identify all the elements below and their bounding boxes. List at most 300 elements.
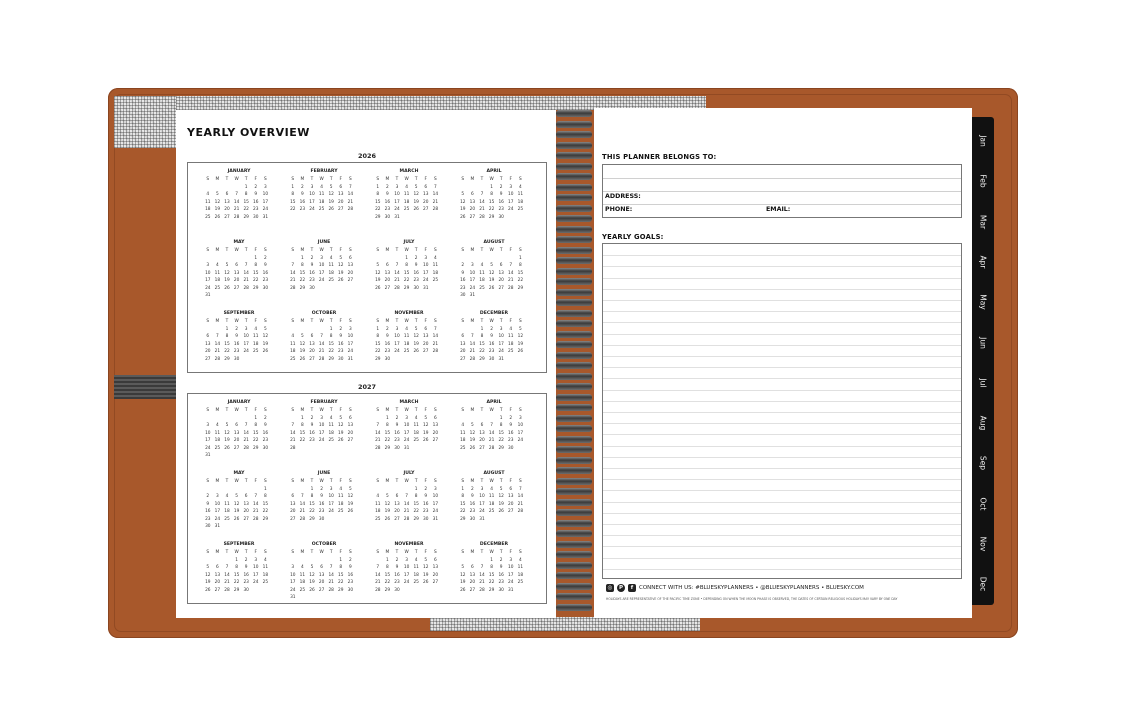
tab-dec[interactable] [972, 564, 994, 604]
month-grid [458, 319, 530, 364]
weekday-header: M [470, 479, 475, 484]
day-cell: 17 [432, 501, 439, 507]
tab-label: Sep [978, 456, 988, 471]
day-cell: 3 [509, 557, 513, 563]
day-cell [383, 487, 393, 495]
day-cell: 5 [348, 486, 352, 492]
month-name: SEPTEMBER [223, 311, 255, 316]
day-cell: 7 [244, 263, 248, 268]
day-cell: 16 [243, 572, 249, 578]
day-cell: 28 [375, 445, 381, 451]
day-cell [317, 558, 327, 566]
day-cell: 1 [329, 326, 333, 332]
tab-may[interactable] [972, 282, 994, 322]
weekday-header: S [263, 177, 267, 182]
day-cell: 21 [253, 509, 259, 514]
weekday-header: S [206, 479, 210, 484]
day-cell: 12 [262, 334, 269, 339]
day-cell: 24 [328, 509, 334, 514]
weekday-header: T [329, 319, 333, 324]
day-cell: 25 [328, 278, 334, 283]
day-cell: 31 [403, 445, 410, 451]
day-cell [477, 558, 487, 566]
weekday-header: F [509, 408, 512, 413]
day-cell: 19 [375, 278, 381, 283]
weekday-header: S [376, 248, 380, 253]
weekday-header: S [348, 177, 352, 182]
day-cell: 29 [488, 214, 495, 220]
day-cell: 15 [413, 501, 419, 507]
day-cell: 26 [224, 445, 230, 451]
month-name: DECEMBER [479, 542, 509, 547]
day-cell [468, 256, 478, 264]
spiral-coil [556, 341, 592, 348]
day-cell: 4 [461, 423, 465, 428]
spiral-coil [556, 394, 592, 401]
weekday-header: S [291, 550, 295, 555]
spiral-coil [556, 593, 592, 600]
weekday-header: F [509, 248, 512, 253]
day-cell: 6 [509, 486, 513, 492]
day-cell: 30 [508, 445, 514, 451]
month-grid [203, 319, 275, 364]
day-cell: 27 [309, 356, 315, 362]
weekday-header: T [395, 479, 399, 484]
weekday-header: T [414, 248, 418, 253]
tab-label: Feb [978, 174, 988, 188]
tab-aug[interactable] [972, 403, 994, 443]
day-cell: 30 [394, 587, 400, 593]
day-cell: 11 [214, 430, 221, 436]
day-cell: 22 [498, 438, 504, 443]
day-cell: 16 [309, 430, 315, 436]
month-grid [288, 248, 360, 293]
day-cell: 7 [490, 423, 493, 428]
day-cell: 12 [498, 494, 504, 499]
day-cell: 23 [498, 207, 504, 212]
month-calendar [203, 169, 275, 222]
month-calendar [203, 400, 275, 461]
page-title: YEARLY OVERVIEW [187, 126, 310, 139]
tab-label: Jun [978, 336, 988, 349]
day-cell: 8 [301, 423, 304, 428]
month-name: OCTOBER [311, 311, 337, 316]
day-cell [288, 487, 298, 495]
day-cell: 25 [517, 207, 524, 212]
day-cell: 23 [347, 580, 354, 585]
day-cell: 14 [469, 341, 476, 347]
day-cell: 29 [403, 285, 410, 291]
day-cell: 12 [347, 494, 354, 499]
day-cell: 21 [469, 349, 476, 354]
day-cell: 17 [498, 341, 504, 347]
tweed-liner-bottom [430, 617, 700, 631]
day-cell: 4 [301, 565, 304, 570]
weekday-header: S [206, 550, 210, 555]
day-cell: 24 [403, 438, 410, 443]
spiral-coil [556, 446, 592, 453]
day-cell: 26 [347, 509, 354, 514]
day-cell: 26 [413, 207, 419, 212]
day-cell: 18 [318, 199, 325, 205]
day-cell: 25 [205, 214, 211, 220]
day-cell: 8 [291, 192, 295, 197]
day-cell [392, 487, 402, 495]
goal-line [603, 468, 961, 469]
month-calendar [288, 169, 360, 215]
day-cell: 29 [384, 587, 391, 593]
day-cell [222, 558, 232, 566]
day-cell: 9 [235, 334, 238, 339]
day-cell [203, 185, 213, 193]
day-cell: 14 [375, 572, 381, 578]
goal-line [603, 490, 961, 491]
day-cell [288, 327, 298, 335]
weekday-header: T [225, 408, 229, 413]
day-cell: 3 [244, 326, 248, 332]
day-cell: 24 [290, 587, 296, 593]
day-cell: 1 [518, 255, 522, 261]
day-cell: 9 [206, 501, 210, 507]
tab-nov[interactable] [972, 524, 994, 564]
day-cell: 3 [433, 486, 437, 492]
month-calendar [288, 542, 360, 603]
spiral-coil [556, 572, 592, 579]
day-cell: 11 [403, 192, 410, 197]
weekday-header: S [461, 408, 465, 413]
weekday-header: M [300, 408, 305, 413]
weekday-header: S [348, 479, 352, 484]
day-cell: 23 [423, 509, 429, 514]
day-cell: 16 [384, 199, 391, 205]
day-cell: 18 [460, 438, 466, 443]
day-cell: 30 [309, 285, 315, 291]
day-cell [251, 487, 261, 495]
day-cell: 22 [413, 509, 419, 514]
day-cell: 5 [235, 494, 238, 499]
day-cell: 19 [233, 509, 240, 514]
day-cell: 10 [253, 565, 259, 570]
day-cell: 12 [517, 334, 524, 339]
spiral-coil [556, 530, 592, 537]
month-name: JULY [403, 240, 415, 245]
weekday-header: W [404, 177, 409, 182]
weekday-header: T [499, 319, 503, 324]
month-grid [288, 177, 360, 215]
day-cell: 17 [394, 199, 400, 205]
day-cell: 21 [290, 278, 296, 283]
month-name: NOVEMBER [394, 311, 424, 316]
day-cell: 29 [375, 214, 381, 220]
day-cell: 23 [233, 349, 240, 354]
day-cell: 30 [205, 524, 211, 529]
day-cell: 3 [480, 486, 484, 492]
day-cell: 16 [347, 572, 354, 578]
weekday-header: W [234, 319, 239, 324]
day-cell: 25 [508, 349, 514, 354]
day-cell: 15 [243, 199, 249, 205]
goal-line [603, 423, 961, 424]
day-cell: 7 [329, 565, 333, 570]
day-cell: 14 [479, 199, 485, 205]
day-cell: 12 [214, 199, 221, 205]
tab-apr[interactable] [972, 242, 994, 282]
day-cell: 6 [348, 415, 352, 421]
day-cell: 1 [254, 255, 258, 261]
spiral-coil [556, 383, 592, 390]
owner-line [603, 204, 961, 205]
day-cell: 12 [338, 423, 344, 428]
day-cell: 18 [214, 278, 221, 283]
weekday-header: W [319, 248, 324, 253]
day-cell: 20 [243, 509, 249, 514]
weekday-header: T [225, 479, 229, 484]
day-cell: 26 [328, 207, 334, 212]
day-cell: 6 [235, 263, 238, 268]
day-cell: 24 [243, 349, 249, 354]
day-cell: 26 [384, 516, 391, 522]
day-cell: 1 [235, 557, 238, 563]
day-cell: 10 [318, 423, 325, 428]
weekday-header: T [480, 177, 484, 182]
goal-line [603, 311, 961, 312]
day-cell: 19 [205, 580, 211, 585]
day-cell: 27 [224, 214, 230, 220]
day-cell: 1 [254, 415, 258, 421]
weekday-header: M [300, 550, 305, 555]
day-cell: 17 [469, 278, 476, 283]
day-cell: 14 [299, 501, 306, 507]
day-cell [232, 487, 242, 495]
day-cell: 20 [233, 438, 240, 443]
day-cell: 14 [253, 501, 259, 507]
day-cell: 16 [469, 501, 476, 507]
day-cell: 24 [205, 445, 211, 451]
weekday-header: S [291, 177, 295, 182]
spiral-coil [556, 173, 592, 180]
day-cell: 26 [423, 580, 429, 585]
day-cell: 15 [262, 501, 269, 507]
day-cell: 26 [469, 445, 476, 451]
day-cell: 25 [460, 445, 466, 451]
day-cell: 12 [384, 501, 391, 507]
tab-feb[interactable] [972, 161, 994, 201]
day-cell: 11 [224, 501, 230, 507]
day-cell: 10 [214, 501, 221, 507]
day-cell: 16 [508, 430, 514, 436]
day-cell: 4 [405, 184, 408, 190]
day-cell: 25 [214, 445, 221, 451]
spiral-coil [556, 415, 592, 422]
month-grid [458, 408, 530, 453]
day-cell: 21 [318, 349, 325, 354]
tab-jan[interactable] [972, 121, 994, 161]
day-cell: 8 [254, 423, 258, 428]
day-cell: 1 [291, 184, 295, 190]
weekday-header: F [254, 408, 257, 413]
weekday-header: T [244, 248, 248, 253]
tab-sep[interactable] [972, 443, 994, 483]
day-cell: 12 [423, 565, 429, 570]
month-grid [203, 550, 275, 595]
weekday-header: S [206, 177, 210, 182]
day-cell: 16 [394, 430, 400, 436]
day-cell: 23 [498, 580, 504, 585]
day-cell: 27 [423, 207, 429, 212]
owner-line [603, 178, 961, 179]
day-cell: 8 [301, 263, 304, 268]
day-cell: 19 [214, 207, 221, 212]
day-cell: 17 [318, 430, 325, 436]
day-cell: 14 [328, 572, 334, 578]
day-cell: 26 [338, 438, 344, 443]
day-cell: 3 [320, 255, 323, 261]
day-cell: 1 [461, 486, 465, 492]
day-cell: 30 [253, 214, 259, 220]
day-cell: 21 [214, 349, 221, 354]
spiral-coil [556, 299, 592, 306]
tab-jun[interactable] [972, 323, 994, 363]
day-cell: 16 [413, 270, 419, 276]
day-cell: 10 [508, 192, 514, 197]
day-cell: 3 [348, 326, 352, 332]
day-cell: 20 [423, 341, 429, 347]
day-cell: 20 [498, 278, 504, 283]
goal-line [603, 345, 961, 346]
goal-line [603, 457, 961, 458]
day-cell: 17 [403, 572, 410, 578]
day-cell: 9 [263, 263, 267, 268]
day-cell: 30 [233, 356, 240, 362]
weekday-header: T [395, 408, 399, 413]
spiral-coil [556, 425, 592, 432]
day-cell: 20 [224, 207, 230, 212]
day-cell: 28 [403, 516, 410, 522]
day-cell: 6 [291, 494, 295, 499]
day-cell: 21 [508, 278, 514, 283]
weekday-header: T [499, 177, 503, 182]
weekday-header: W [489, 408, 494, 413]
day-cell: 13 [347, 263, 354, 268]
day-cell: 20 [432, 430, 439, 436]
month-calendar [373, 400, 445, 453]
month-name: JANUARY [227, 169, 251, 174]
day-cell: 23 [309, 438, 315, 443]
weekday-header: W [489, 319, 494, 324]
day-cell: 29 [460, 516, 466, 522]
day-cell [232, 185, 242, 193]
weekday-header: T [310, 479, 314, 484]
day-cell: 23 [508, 438, 514, 443]
day-cell: 26 [460, 214, 466, 220]
day-cell: 13 [423, 334, 429, 339]
day-cell: 17 [214, 509, 221, 514]
day-cell: 24 [423, 278, 429, 283]
day-cell [232, 256, 242, 264]
weekday-header: F [424, 550, 427, 555]
day-cell: 13 [243, 501, 249, 507]
day-cell: 29 [224, 356, 230, 362]
day-cell: 5 [424, 415, 428, 421]
day-cell: 7 [480, 565, 484, 570]
weekday-header: M [470, 550, 475, 555]
day-cell: 19 [423, 572, 429, 578]
weekday-header: W [489, 177, 494, 182]
day-cell: 9 [499, 565, 503, 570]
day-cell: 1 [386, 415, 389, 421]
day-cell: 19 [488, 278, 495, 283]
day-cell [326, 558, 336, 566]
day-cell: 4 [376, 494, 380, 499]
day-cell: 19 [338, 430, 344, 436]
day-cell: 13 [469, 199, 476, 205]
day-cell: 2 [424, 486, 428, 492]
weekday-header: T [480, 479, 484, 484]
weekday-header: S [348, 408, 352, 413]
tab-jul[interactable] [972, 363, 994, 403]
day-cell: 27 [233, 285, 240, 291]
day-cell: 5 [414, 184, 418, 190]
day-cell: 21 [243, 278, 249, 283]
day-cell: 18 [488, 501, 495, 507]
day-cell [458, 558, 468, 566]
day-cell: 2 [395, 557, 399, 563]
tab-label: Mar [978, 214, 988, 229]
day-cell [213, 487, 223, 495]
weekday-header: T [480, 248, 484, 253]
day-cell: 2 [301, 184, 304, 190]
weekday-header: S [376, 408, 380, 413]
day-cell [487, 416, 497, 424]
day-cell: 20 [233, 278, 240, 283]
day-cell: 27 [233, 445, 240, 451]
day-cell: 16 [423, 501, 429, 507]
day-cell: 10 [205, 270, 211, 276]
weekday-header: S [518, 408, 522, 413]
day-cell: 28 [290, 285, 296, 291]
weekday-header: T [414, 177, 418, 182]
day-cell: 10 [290, 572, 296, 578]
day-cell: 22 [517, 278, 524, 283]
day-cell [373, 416, 383, 424]
weekday-header: M [385, 408, 390, 413]
day-cell: 23 [309, 278, 315, 283]
weekday-header: M [385, 479, 390, 484]
spiral-coil [556, 509, 592, 516]
day-cell: 25 [318, 207, 325, 212]
day-cell: 4 [490, 486, 493, 492]
month-name: JANUARY [227, 400, 251, 405]
month-calendar [373, 240, 445, 293]
right-page [594, 108, 972, 618]
spiral-coil [556, 310, 592, 317]
day-cell [241, 256, 251, 264]
day-cell: 8 [461, 494, 465, 499]
spiral-coil [556, 478, 592, 485]
tab-mar[interactable] [972, 202, 994, 242]
day-cell: 31 [205, 453, 211, 458]
month-name: FEBRUARY [310, 400, 338, 405]
tab-label: Jul [978, 378, 988, 388]
day-cell: 9 [263, 423, 267, 428]
day-cell: 21 [432, 199, 439, 205]
weekday-header: S [348, 550, 352, 555]
day-cell: 5 [339, 255, 343, 261]
tab-oct[interactable] [972, 484, 994, 524]
day-cell: 17 [205, 278, 211, 283]
day-cell: 20 [460, 349, 466, 354]
day-cell: 18 [517, 572, 524, 578]
